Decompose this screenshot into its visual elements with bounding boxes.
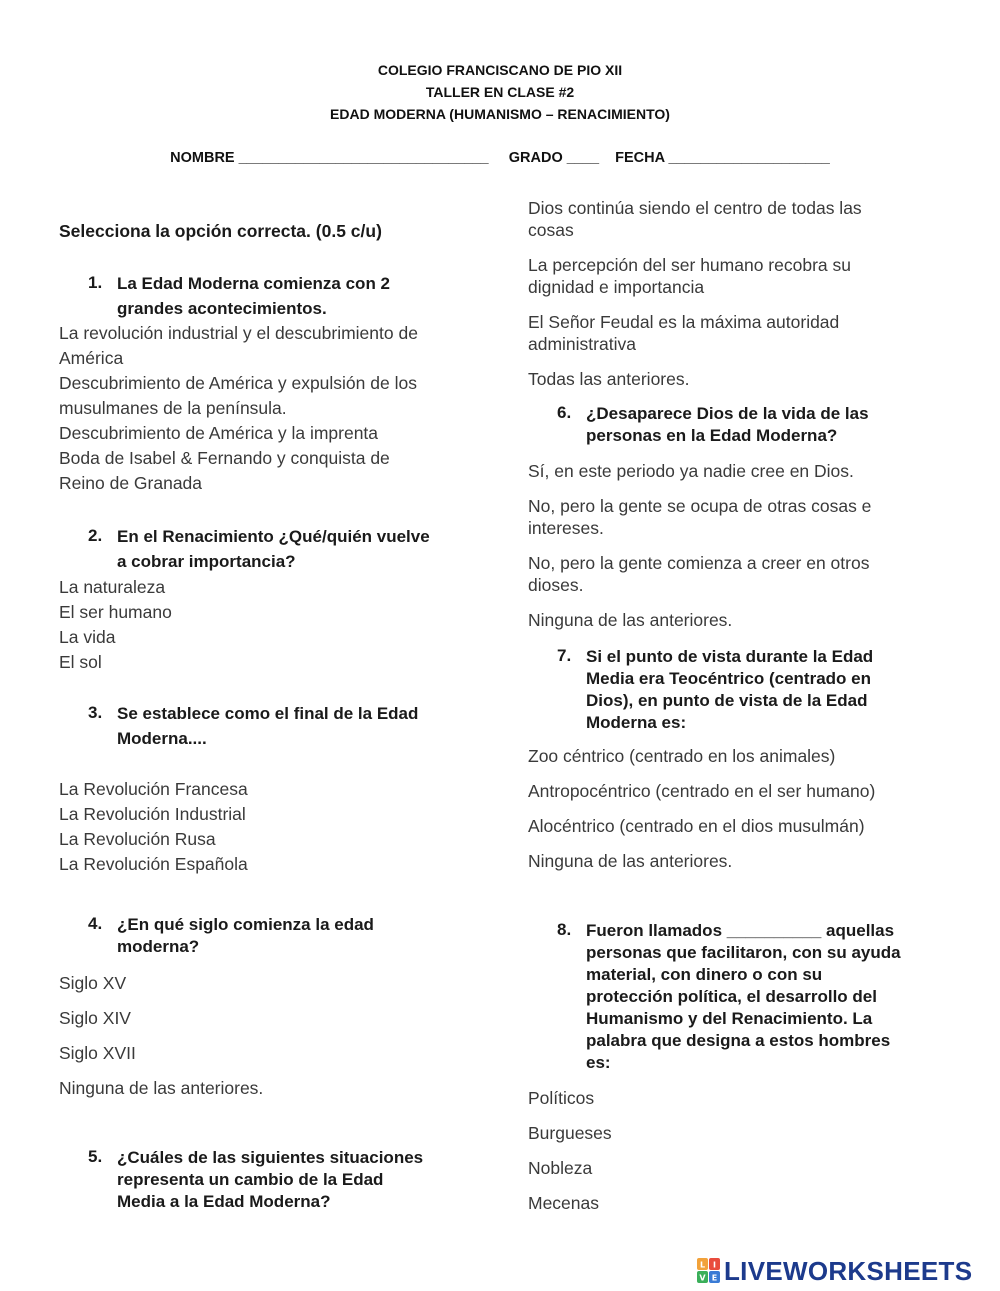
- question-3-number: 3.: [88, 703, 103, 722]
- option[interactable]: Descubrimiento de América y expulsión de los: [59, 373, 417, 393]
- question-3-text: Se establece como el final de la Edad Moderna....: [117, 704, 419, 748]
- option[interactable]: El sol: [59, 652, 102, 672]
- student-fields: NOMBRE _______________________________ GRADO ____ FECHA ____________________: [170, 150, 830, 166]
- question-2-number: 2.: [88, 526, 103, 545]
- question-4-text: ¿En qué siglo comienza la edad moderna?: [117, 915, 374, 956]
- option[interactable]: La Revolución Rusa: [59, 829, 216, 849]
- question-8-number: 8.: [557, 920, 572, 939]
- question-5-option-1[interactable]: Dios continúa siendo el centro de todas las cosas: [528, 198, 862, 240]
- question-6-text: ¿Desaparece Dios de la vida de las personas en la Edad Moderna?: [586, 404, 869, 445]
- liveworksheets-logo: [697, 1256, 972, 1286]
- question-1-number: 1.: [88, 273, 103, 292]
- question-5-text: ¿Cuáles de las siguientes situaciones representa un cambio de la Edad Media a la Edad Moderna?: [117, 1148, 424, 1211]
- question-4-option-1[interactable]: Siglo XV: [59, 973, 127, 993]
- question-7-option-1[interactable]: Zoo céntrico (centrado en los animales): [528, 746, 836, 766]
- question-8-text: Fueron llamados __________ aquellas personas que facilitaron, con su ayuda material, con dinero o con su protección política, el desarrollo del Humanismo y del Renacimiento. La palabra que designa a estos hombres es:: [586, 921, 901, 1072]
- question-2-text: En el Renacimiento ¿Qué/quién vuelve a cobrar importancia?: [117, 527, 430, 571]
- question-7-option-4[interactable]: Ninguna de las anteriores.: [528, 851, 733, 871]
- workshop-title: TALLER EN CLASE #2: [425, 84, 575, 100]
- question-3-options: [59, 777, 248, 877]
- question-8-option-4[interactable]: Mecenas: [528, 1193, 600, 1213]
- question-6-option-3[interactable]: No, pero la gente comienza a creer en otros dioses.: [528, 553, 870, 595]
- option[interactable]: Descubrimiento de América y la imprenta: [59, 423, 379, 443]
- option[interactable]: La Revolución Francesa: [59, 779, 248, 799]
- question-7-option-3[interactable]: Alocéntrico (centrado en el dios musulmán): [528, 816, 865, 836]
- option[interactable]: Boda de Isabel & Fernando y conquista de: [59, 448, 390, 468]
- question-4-option-4[interactable]: Ninguna de las anteriores.: [59, 1078, 264, 1098]
- question-6-option-2[interactable]: No, pero la gente se ocupa de otras cosas e intereses.: [528, 496, 872, 538]
- question-6-option-4[interactable]: Ninguna de las anteriores.: [528, 610, 733, 630]
- question-1-options: La revolución industrial y el descubrimiento de América Descubrimiento de América y expulsión de los musulmanes de la península. Descubrimiento de América y la imprenta Boda de Isabel & Fernando y conquista de Reino de Granada: [59, 323, 418, 493]
- question-2-options: [59, 575, 172, 675]
- option[interactable]: El ser humano: [59, 602, 172, 622]
- question-8-option-1[interactable]: Políticos: [528, 1088, 595, 1108]
- option[interactable]: La Revolución Española: [59, 854, 248, 874]
- option[interactable]: La vida: [59, 627, 116, 647]
- instructions: Selecciona la opción correcta. (0.5 c/u): [59, 221, 382, 241]
- question-5-option-3[interactable]: El Señor Feudal es la máxima autoridad administrativa: [528, 312, 840, 354]
- option[interactable]: La Revolución Industrial: [59, 804, 246, 824]
- question-8-option-2[interactable]: Burgueses: [528, 1123, 612, 1143]
- question-1-text: La Edad Moderna comienza con 2 grandes acontecimientos.: [117, 274, 391, 318]
- topic-title: EDAD MODERNA (HUMANISMO – RENACIMIENTO): [330, 106, 670, 122]
- school-name: COLEGIO FRANCISCANO DE PIO XII: [377, 62, 623, 78]
- question-7-number: 7.: [557, 646, 572, 665]
- badge-letter: E: [711, 1273, 718, 1283]
- option[interactable]: La revolución industrial y el descubrimiento de: [59, 323, 418, 343]
- badge-letter: V: [699, 1273, 706, 1283]
- question-6-option-1[interactable]: Sí, en este periodo ya nadie cree en Dios.: [528, 461, 854, 481]
- question-5-number: 5.: [88, 1147, 103, 1166]
- live-badge-icon: [697, 1258, 721, 1284]
- question-6-number: 6.: [557, 403, 572, 422]
- question-4-option-2[interactable]: Siglo XIV: [59, 1008, 131, 1028]
- question-4-number: 4.: [88, 914, 103, 933]
- badge-letter: I: [713, 1260, 716, 1270]
- option[interactable]: La naturaleza: [59, 577, 166, 597]
- question-7-text: Si el punto de vista durante la Edad Media era Teocéntrico (centrado en Dios), en punto de vista de la Edad Moderna es:: [586, 647, 874, 732]
- question-7-option-2[interactable]: Antropocéntrico (centrado en el ser humano): [528, 781, 876, 801]
- question-8-option-3[interactable]: Nobleza: [528, 1158, 593, 1178]
- question-5-option-2[interactable]: La percepción del ser humano recobra su dignidad e importancia: [528, 255, 851, 297]
- question-4-option-3[interactable]: Siglo XVII: [59, 1043, 136, 1063]
- brand-name: LIVEWORKSHEETS: [724, 1255, 973, 1286]
- badge-letter: L: [699, 1260, 706, 1270]
- question-5-option-4[interactable]: Todas las anteriores.: [528, 369, 690, 389]
